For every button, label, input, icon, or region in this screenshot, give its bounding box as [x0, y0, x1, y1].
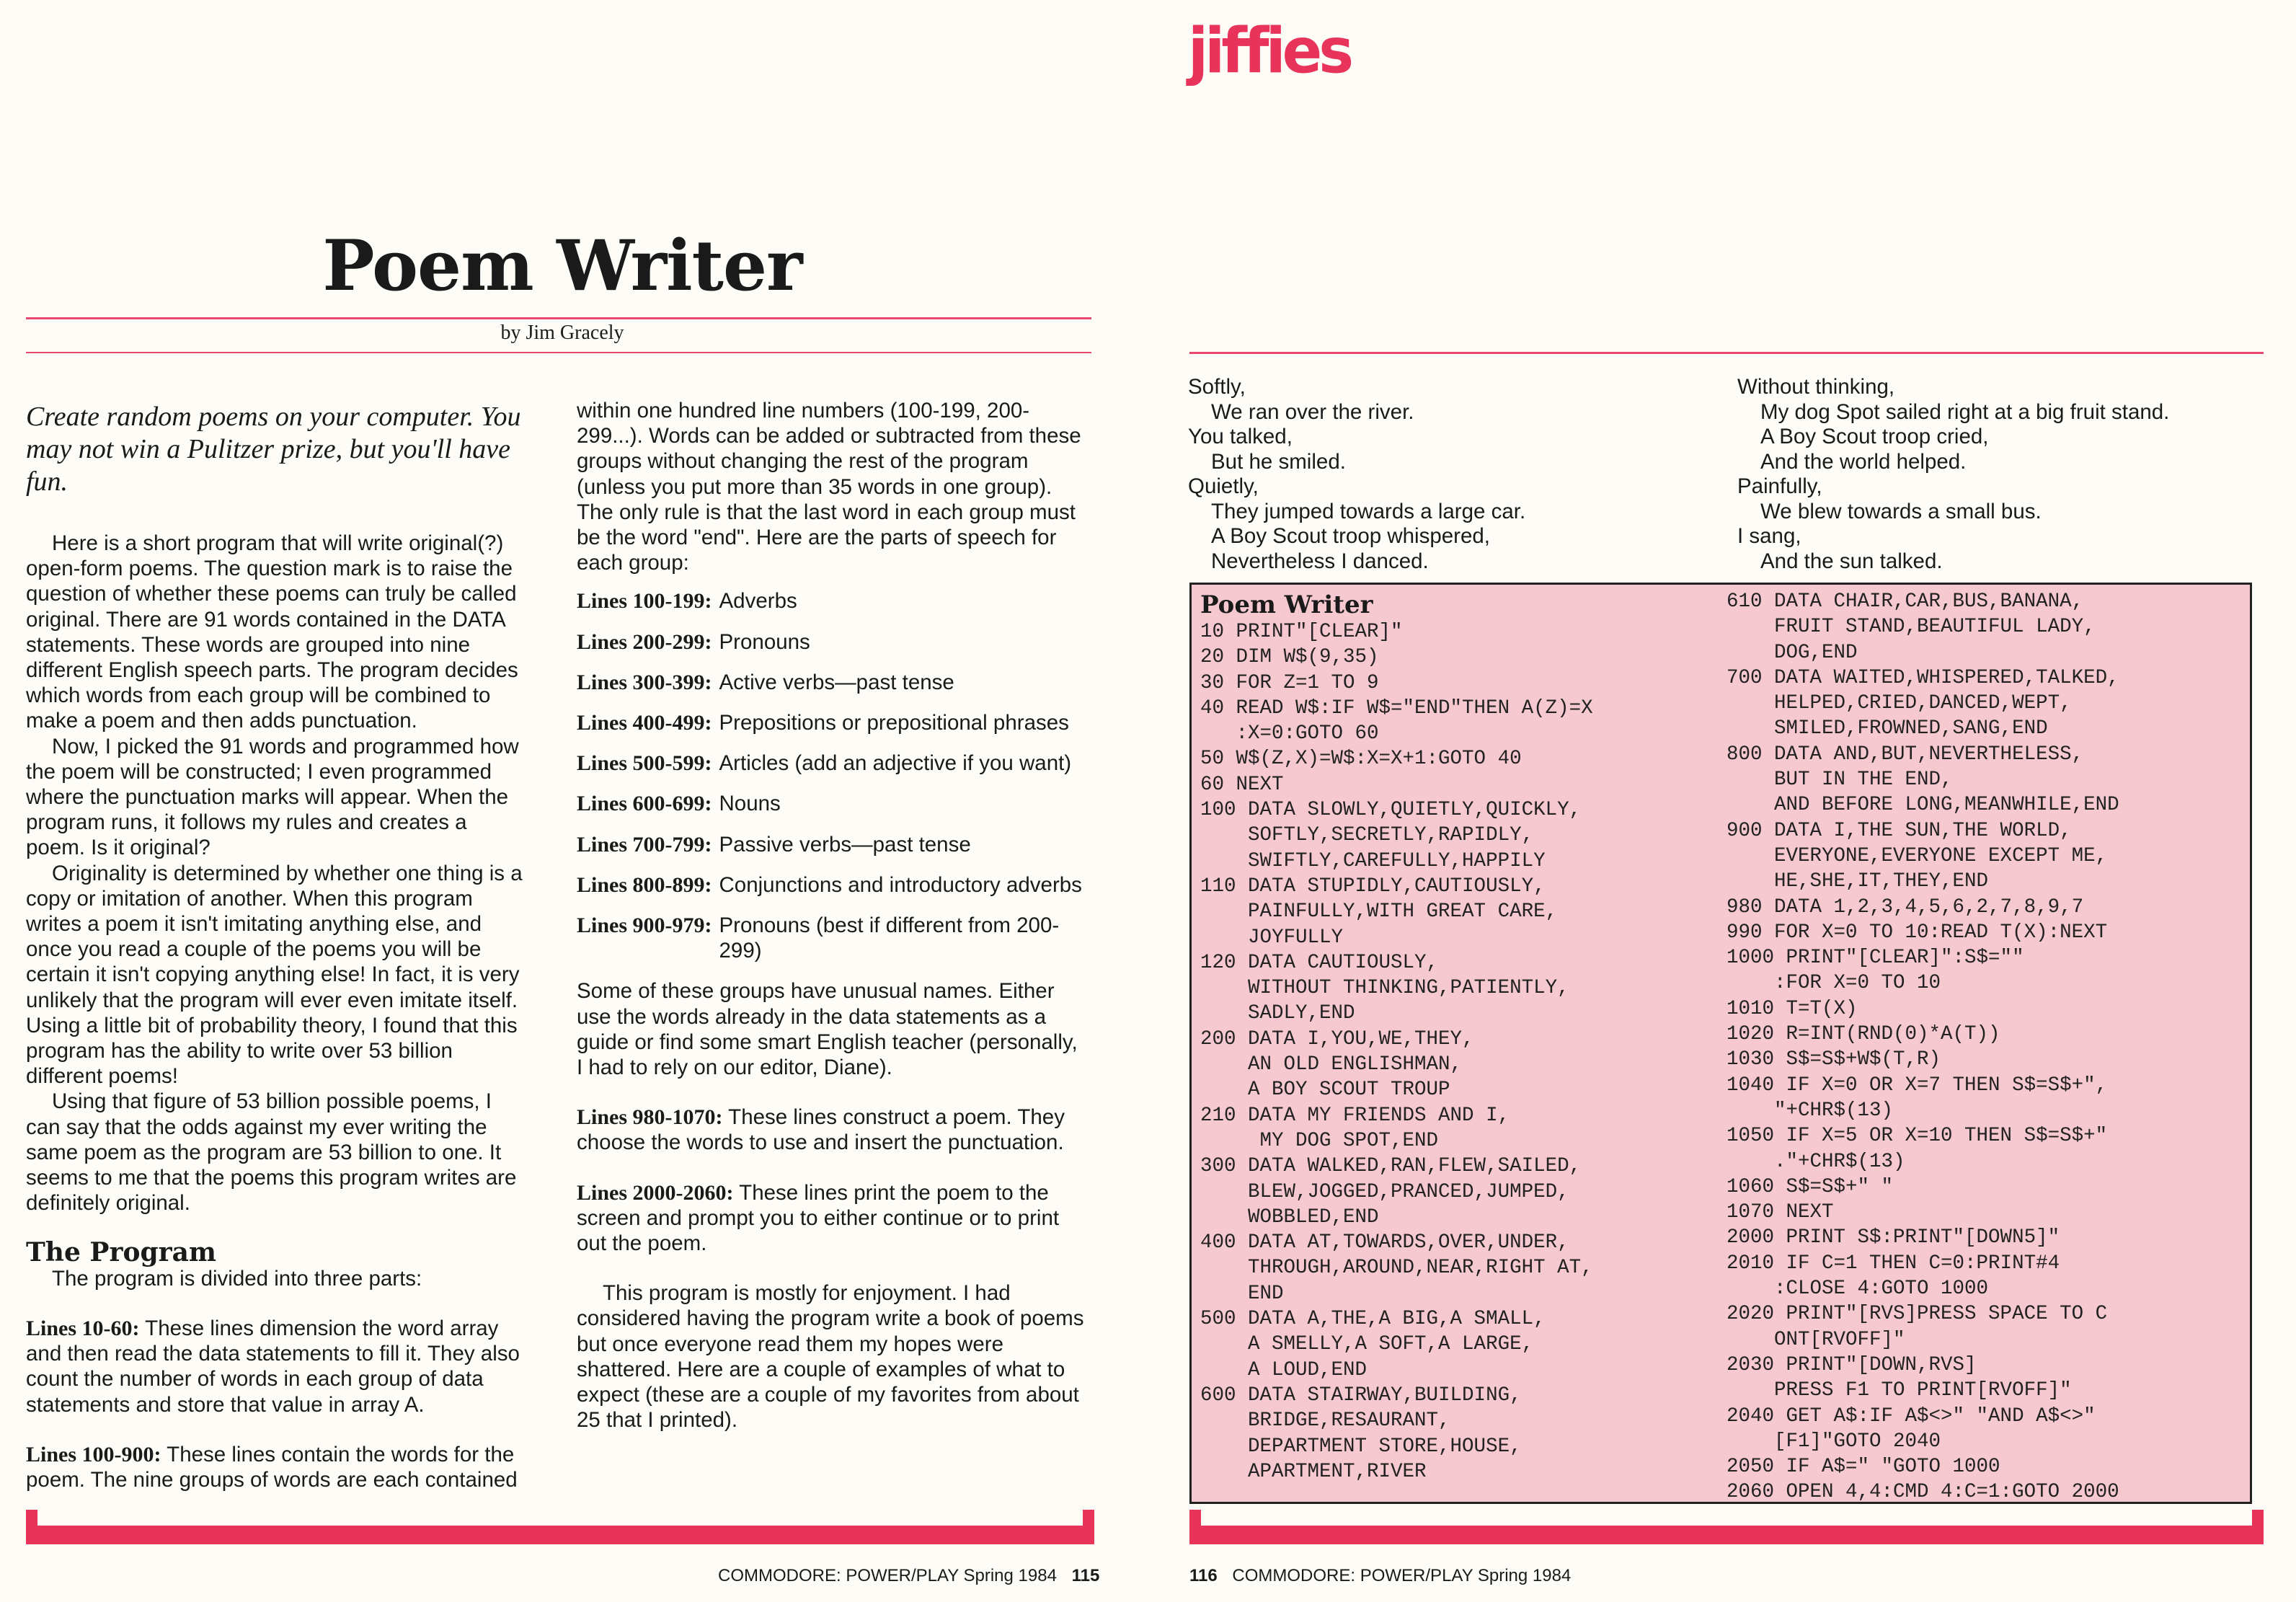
listing-column-1: [1200, 590, 1712, 1484]
code-line: 1000 PRINT"[CLEAR]":S$="": [1727, 947, 2024, 970]
group-text: Conjunctions and introductory adverbs: [719, 872, 1082, 897]
page-number: 115: [1071, 1566, 1100, 1585]
paragraph: This program is mostly for enjoyment. I had considered having the program write a book of poems but once everyone read them my hopes were shattered. Here are a couple of examples of what to expect (these are a couple of my favorites from about 25 that I printed).: [577, 1281, 1084, 1433]
footer-text: COMMODORE: POWER/PLAY Spring 1984: [1232, 1566, 1572, 1585]
code-line: A LOUD,END: [1200, 1358, 1368, 1381]
paragraph: The program is divided into three parts:: [52, 1266, 422, 1291]
group-item: [577, 913, 1089, 963]
code-line: 1010 T=T(X): [1727, 997, 1858, 1020]
code-line: :X=0:GOTO 60: [1200, 722, 1379, 745]
part-label: Lines 100-900:: [26, 1442, 161, 1466]
code-line: 300 DATA WALKED,RAN,FLEW,SAILED,: [1200, 1155, 1582, 1178]
group-list: [577, 588, 1089, 963]
code-line: 1040 IF X=0 OR X=7 THEN S$=S$+",: [1727, 1074, 2108, 1097]
code-line: 20 DIM W$(9,35): [1200, 646, 1379, 669]
poem-line: My dog Spot sailed right at a big fruit stand.: [1760, 399, 2170, 424]
code-line: BRIDGE,RESAURANT,: [1200, 1410, 1450, 1433]
part-label: Lines 2000-2060:: [577, 1180, 734, 1205]
poem-line: Painfully,: [1737, 474, 1822, 498]
listing-column-2: [1727, 589, 2246, 1505]
code-line: EVERYONE,EVERYONE EXCEPT ME,: [1727, 844, 2108, 867]
code-line: 1070 NEXT: [1727, 1201, 1834, 1224]
code-line: 110 DATA STUPIDLY,CAUTIOUSLY,: [1200, 875, 1546, 898]
poem-line: They jumped towards a large car.: [1211, 499, 1526, 523]
code-line: 1020 R=INT(RND(0)*A(T)): [1727, 1023, 2000, 1046]
code-line: MY DOG SPOT,END: [1200, 1129, 1439, 1152]
part-description: [26, 1442, 531, 1492]
program-listing: [1189, 583, 2252, 1504]
code-line: BLEW,JOGGED,PRANCED,JUMPED,: [1200, 1180, 1569, 1203]
code-line: FRUIT STAND,BEAUTIFUL LADY,: [1727, 616, 2096, 639]
code-line: 10 PRINT"[CLEAR]": [1200, 621, 1403, 643]
code-line: DOG,END: [1727, 641, 1858, 664]
code-line: SOFTLY,SECRETLY,RAPIDLY,: [1200, 824, 1534, 847]
group-item: [577, 710, 1089, 735]
code-line: SMILED,FROWNED,SANG,END: [1727, 717, 2048, 740]
poem-line: Quietly,: [1188, 474, 1259, 498]
code-line: WITHOUT THINKING,PATIENTLY,: [1200, 977, 1569, 1000]
group-item: [577, 670, 1089, 695]
bottom-bar-right: [1189, 1526, 2264, 1544]
code-line: PRESS F1 TO PRINT[RVOFF]": [1727, 1379, 2072, 1402]
code-lines: [1200, 619, 1712, 1484]
part-label: Lines 10-60:: [26, 1316, 140, 1340]
bottom-bar-left: [26, 1526, 1094, 1544]
code-line: 900 DATA I,THE SUN,THE WORLD,: [1727, 819, 2072, 842]
code-line: PAINFULLY,WITH GREAT CARE,: [1200, 900, 1558, 924]
code-line: ONT[RVOFF]": [1727, 1328, 1905, 1351]
group-text: Pronouns: [719, 629, 810, 654]
part-description: [26, 1316, 531, 1417]
group-text: Prepositions or prepositional phrases: [719, 711, 1069, 735]
poem-example-1: [1188, 375, 1707, 574]
byline: by Jim Gracely: [500, 322, 624, 344]
group-item: [577, 629, 1089, 655]
intro-deck: Create random poems on your computer. You may not win a Pulitzer prize, but you'll have fun.: [26, 402, 521, 497]
code-line: 800 DATA AND,BUT,NEVERTHELESS,: [1727, 743, 2084, 766]
code-line: 100 DATA SLOWLY,QUIETLY,QUICKLY,: [1200, 799, 1582, 822]
bar-cap: [26, 1510, 37, 1544]
group-label: Lines 100-199:: [577, 589, 712, 614]
code-line: HELPED,CRIED,DANCED,WEPT,: [1727, 692, 2072, 715]
paragraph: Some of these groups have unusual names. Either use the words already in the data statements as a guide or find some smart English teacher (personally, I had to rely on our editor, Diane).: [577, 979, 1078, 1080]
code-line: 400 DATA AT,TOWARDS,OVER,UNDER,: [1200, 1231, 1569, 1254]
code-line: 1050 IF X=5 OR X=10 THEN S$=S$+": [1727, 1125, 2108, 1148]
code-line: APARTMENT,RIVER: [1200, 1460, 1427, 1483]
code-line: 50 W$(Z,X)=W$:X=X+1:GOTO 40: [1200, 748, 1522, 771]
group-item: [577, 832, 1089, 857]
group-label: Lines 300-399:: [577, 670, 712, 694]
footer-left: [718, 1566, 1099, 1586]
group-text: Passive verbs—past tense: [719, 832, 971, 857]
poem-line: And the sun talked.: [1760, 549, 1943, 573]
listing-title: Poem Writer: [1200, 590, 1373, 619]
code-line: AND BEFORE LONG,MEANWHILE,END: [1727, 794, 2119, 817]
code-line: 2000 PRINT S$:PRINT"[DOWN5]": [1727, 1226, 2060, 1249]
middle-column: [577, 398, 1089, 1433]
code-line: 2020 PRINT"[RVS]PRESS SPACE TO C: [1727, 1303, 2108, 1326]
code-line: BUT IN THE END,: [1727, 769, 1953, 792]
part-description: [577, 1105, 1089, 1155]
code-line: 2030 PRINT"[DOWN,RVS]: [1727, 1353, 1977, 1376]
part-text: These lines construct a poem. They choose the words to use and insert the punctuation.: [577, 1105, 1065, 1155]
poem-line: A Boy Scout troop whispered,: [1211, 524, 1491, 548]
code-line: 2050 IF A$=" "GOTO 1000: [1727, 1456, 2000, 1479]
code-line: SWIFTLY,CAREFULLY,HAPPILY: [1200, 849, 1546, 872]
group-text: Articles (add an adjective if you want): [719, 751, 1072, 776]
code-line: 2060 OPEN 4,4:CMD 4:C=1:GOTO 2000: [1727, 1481, 2119, 1504]
group-item: [577, 872, 1089, 898]
code-lines: [1727, 589, 2246, 1505]
code-line: END: [1200, 1282, 1284, 1305]
code-line: 990 FOR X=0 TO 10:READ T(X):NEXT: [1727, 921, 2108, 944]
code-line: SADLY,END: [1200, 1002, 1355, 1025]
page-number: 116: [1189, 1566, 1218, 1585]
code-line: 200 DATA I,YOU,WE,THEY,: [1200, 1027, 1474, 1050]
bar-cap: [1083, 1510, 1094, 1544]
code-line: 2010 IF C=1 THEN C=0:PRINT#4: [1727, 1252, 2060, 1275]
group-item: [577, 791, 1089, 816]
poem-example-2: [1737, 375, 2256, 574]
paragraph: Originality is determined by whether one thing is a copy or imitation of another. When this program writes a poem it isn't imitating anything else, and once you read a couple of the poems you will be certain it isn't copying anything else! In fact, it is very unlikely that the program will ever even imitate itself. Using a little bit of probability theory, I found that this program has the ability to write over 53 billion different poems!: [26, 861, 523, 1089]
header-rule: [1189, 352, 2264, 354]
article-title: Poem Writer: [322, 225, 802, 306]
poem-line: But he smiled.: [1211, 449, 1346, 474]
poem-line: We ran over the river.: [1211, 399, 1414, 424]
paragraph: Using that figure of 53 billion possible poems, I can say that the odds against my ever writing the same poem as the program are 53 billion to one. It seems to me that the poems this program writes are definitely original.: [26, 1089, 517, 1216]
paragraph: Here is a short program that will write original(?) open-form poems. The question mark is to raise the question of whether these poems can truly be called original. There are 91 words contained in the DATA statements. These words are grouped into nine different English speech parts. The program decides which words from each group will be combined to make a poem and then adds punctuation.: [26, 531, 518, 733]
code-line: 1030 S$=S$+W$(T,R): [1727, 1048, 1941, 1071]
footer-right: [1189, 1566, 1571, 1586]
poem-line: You talked,: [1188, 425, 1293, 448]
bar-cap: [1189, 1510, 1201, 1544]
paragraph: within one hundred line numbers (100-199, 200-299...). Words can be added or subtracted from these groups without changing the rest of the program (unless you put more than 35 words in one group). The only rule is that the last word in each group must be the word "end". Here are the parts of speech for each group:: [577, 399, 1081, 575]
poem-line: A Boy Scout troop cried,: [1760, 425, 1989, 448]
poem-line: And the world helped.: [1760, 449, 1967, 474]
group-text: Active verbs—past tense: [719, 670, 954, 694]
code-line: 120 DATA CAUTIOUSLY,: [1200, 951, 1439, 974]
code-line: HE,SHE,IT,THEY,END: [1727, 870, 1989, 893]
code-line: 2040 GET A$:IF A$<>" "AND A$<>": [1727, 1404, 2096, 1428]
group-item: [577, 751, 1089, 776]
code-line: 1060 S$=S$+" ": [1727, 1175, 1894, 1198]
paragraph: Now, I picked the 91 words and programmed how the poem will be constructed; I even programmed where the punctuation marks will appear. When the program runs, it follows my rules and creates a poem. Is it original?: [26, 734, 519, 860]
code-line: AN OLD ENGLISHMAN,: [1200, 1053, 1463, 1076]
code-line: 610 DATA CHAIR,CAR,BUS,BANANA,: [1727, 590, 2084, 613]
code-line: :CLOSE 4:GOTO 1000: [1727, 1278, 1989, 1301]
code-line: JOYFULLY: [1200, 926, 1344, 949]
code-line: 980 DATA 1,2,3,4,5,6,2,7,8,9,7: [1727, 895, 2084, 919]
part-text: These lines print the poem to the screen and prompt you to either continue or to print out the poem.: [577, 1180, 1060, 1256]
code-line: DEPARTMENT STORE,HOUSE,: [1200, 1435, 1522, 1458]
code-line: 210 DATA MY FRIENDS AND I,: [1200, 1104, 1510, 1127]
code-line: 500 DATA A,THE,A BIG,A SMALL,: [1200, 1308, 1546, 1331]
code-line: ."+CHR$(13): [1727, 1150, 1905, 1173]
part-description: [577, 1180, 1089, 1257]
group-item: [577, 588, 1089, 614]
bar-cap: [2252, 1510, 2264, 1544]
title-rule-top: [26, 317, 1091, 319]
group-label: Lines 800-899:: [577, 872, 712, 897]
group-label: Lines 900-979:: [577, 913, 712, 938]
title-rule-bottom: [26, 352, 1091, 353]
code-line: 30 FOR Z=1 TO 9: [1200, 671, 1379, 694]
code-line: THROUGH,AROUND,NEAR,RIGHT AT,: [1200, 1257, 1593, 1280]
poem-line: I sang,: [1737, 524, 1801, 548]
poem-line: We blew towards a small bus.: [1760, 499, 2042, 523]
section-heading: The Program: [26, 1237, 217, 1268]
code-line: A SMELLY,A SOFT,A LARGE,: [1200, 1333, 1534, 1356]
part-label: Lines 980-1070:: [577, 1105, 723, 1130]
poem-line: Without thinking,: [1737, 375, 1895, 399]
group-label: Lines 200-299:: [577, 629, 712, 654]
poem-line: Softly,: [1188, 375, 1246, 399]
group-label: Lines 600-699:: [577, 792, 712, 816]
code-line: [F1]"GOTO 2040: [1727, 1430, 1941, 1453]
group-label: Lines 500-599:: [577, 751, 712, 776]
group-label: Lines 700-799:: [577, 832, 712, 857]
code-line: WOBBLED,END: [1200, 1205, 1379, 1229]
left-column: [26, 531, 531, 1492]
code-line: :FOR X=0 TO 10: [1727, 972, 1941, 995]
part-text: These lines dimension the word array and then read the data statements to fill it. They also count the number of words in each group of data statements and store that value in array A.: [26, 1316, 520, 1417]
group-text: Adverbs: [719, 589, 797, 614]
code-line: 40 READ W$:IF W$="END"THEN A(Z)=X: [1200, 696, 1593, 720]
code-line: 600 DATA STAIRWAY,BUILDING,: [1200, 1384, 1522, 1407]
part-text: These lines contain the words for the poem. The nine groups of words are each contained: [26, 1442, 518, 1492]
group-text: Nouns: [719, 792, 781, 816]
section-logo: jiffies: [1188, 15, 1351, 88]
code-line: "+CHR$(13): [1727, 1099, 1894, 1122]
poem-line: Nevertheless I danced.: [1211, 549, 1429, 573]
code-line: 700 DATA WAITED,WHISPERED,TALKED,: [1727, 666, 2119, 689]
group-text: Pronouns (best if different from 200-299): [719, 913, 1060, 963]
group-label: Lines 400-499:: [577, 711, 712, 735]
code-line: 60 NEXT: [1200, 773, 1284, 796]
code-line: A BOY SCOUT TROUP: [1200, 1079, 1450, 1102]
footer-text: COMMODORE: POWER/PLAY Spring 1984: [718, 1566, 1057, 1585]
